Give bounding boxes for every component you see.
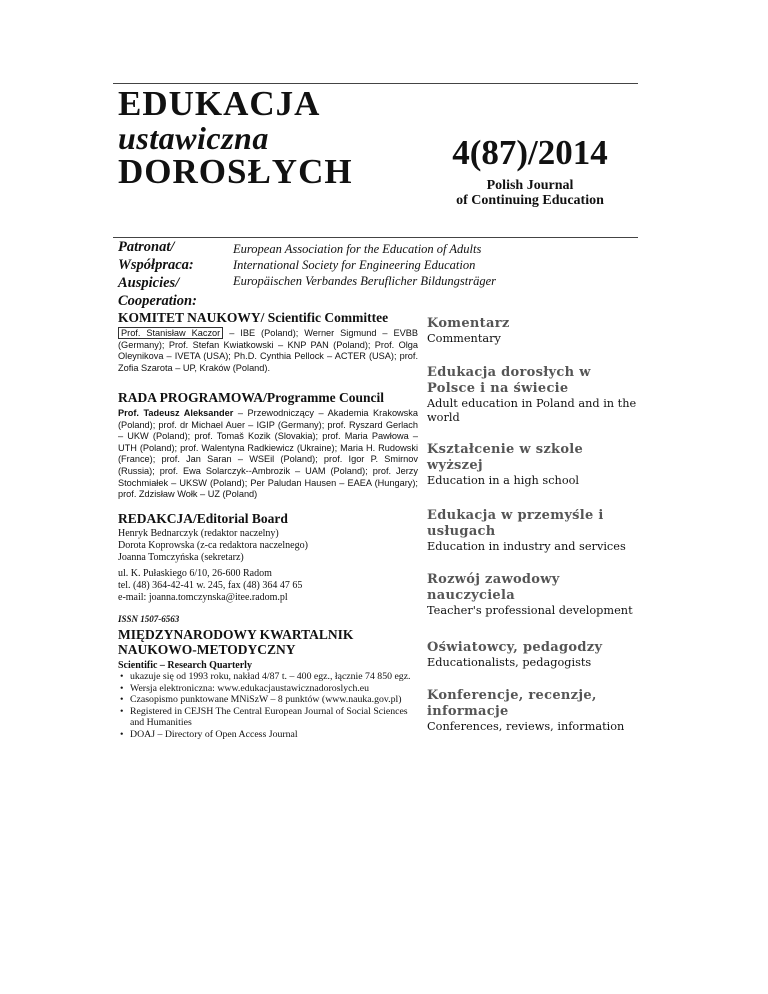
quarterly-heading-line-2: NAUKOWO-METODYCZNY	[118, 642, 296, 657]
title-line-3: DOROSŁYCH	[118, 152, 353, 191]
editor-item: Joanna Tomczyńska (sekretarz)	[118, 551, 244, 563]
scientific-committee-heading: KOMITET NAUKOWY/ Scientific Committee	[118, 310, 389, 325]
section-title-pl: Edukacja w przemyśle i usługach	[427, 508, 604, 539]
patronage-labels	[118, 238, 228, 310]
patronage-label: Współpraca:	[118, 257, 194, 273]
bullet-item: • Wersja elektroniczna: www.edukacjaustawicznadoroslych.eu	[130, 683, 418, 695]
email-line: e-mail: joanna.tomczynska@itee.radom.pl	[118, 591, 288, 603]
address-line: ul. K. Pułaskiego 6/10, 26-600 Radom	[118, 568, 272, 580]
subtitle-line-1: Polish Journal	[486, 178, 574, 193]
section-item	[427, 365, 637, 424]
boxed-name: Prof. Stanisław Kaczor	[118, 327, 223, 339]
patronage-label: Auspicies/	[118, 275, 180, 291]
title-line-1: EDUKACJA	[118, 84, 321, 123]
section-item	[427, 508, 637, 554]
programme-council	[118, 390, 418, 501]
section-item	[427, 640, 637, 670]
section-title-en: Educationalists, pedagogists	[427, 656, 592, 669]
journal-subtitle	[430, 178, 630, 208]
section-title-en: Education in industry and services	[427, 540, 626, 553]
programme-council-heading: RADA PROGRAMOWA/Programme Council	[118, 390, 384, 405]
quarterly-heading	[118, 627, 418, 657]
editor-item: Dorota Koprowska (z-ca redaktora naczelnego)	[118, 539, 308, 551]
editorial-board	[118, 511, 418, 604]
editorial-members	[118, 528, 418, 563]
bullet-item: • Czasopismo punktowane MNiSzW – 8 punktów (www.nauka.gov.pl)	[130, 694, 418, 706]
patronage-label: Patronat/	[118, 239, 175, 255]
programme-council-text	[118, 408, 418, 501]
title-line-2: ustawiczna	[118, 120, 269, 156]
section-title-en: Education in a high school	[427, 474, 580, 487]
bullet-item: • ukazuje się od 1993 roku, nakład 4/87 t. – 400 egz., łącznie 74 850 egz.	[130, 671, 418, 683]
editor-item: Henryk Bednarczyk (redaktor naczelny)	[118, 528, 279, 539]
bullet-item: • Registered in CEJSH The Central European Journal of Social Sciences and Humanities	[130, 706, 418, 729]
section-title-en: Commentary	[427, 332, 501, 345]
council-members: – Przewodniczący – Akademia Krakowska (Poland); prof. dr Michael Auer – IGIP (Germany); prof. Ryszard Gerlach – UKW (Poland); prof. Tomaš Kozik (Slovakia); prof. Maria Pawłowa – UTH (Poland); prof. Walentyna Radkiewicz (Ukraine); Maria H. Rudowski (France); prof. Jan Saran – WSEil (Poland); prof. Igor P. Smirnov (Russia); prof. Ewa Solarczyk--Ambrozik – UAM (Poland); prof. Jerzy Stochmiałek – UKSW (Poland); Per Paludan Hausen – EAEA (Hungary); prof. Zdzisław Wołk – UZ (Poland)	[118, 408, 418, 500]
section-title-en: Adult education in Poland and in the world	[427, 397, 637, 424]
patron-item: International Society for Engineering Education	[233, 258, 476, 272]
section-title-pl: Konferencje, recenzje, informacje	[427, 688, 597, 719]
section-title-en: Teacher's professional development	[427, 604, 633, 617]
council-chair: Prof. Tadeusz Aleksander	[118, 408, 234, 418]
section-item	[427, 572, 637, 618]
section-title-pl: Edukacja dorosłych w Polsce i na świecie	[427, 365, 591, 396]
editorial-board-heading: REDAKCJA/Editorial Board	[118, 511, 288, 526]
editorial-address	[118, 568, 418, 603]
quarterly-heading-line-1: MIĘDZYNARODOWY KWARTALNIK	[118, 627, 354, 642]
patron-item: European Association for the Education of Adults	[233, 242, 482, 256]
section-title-pl: Rozwój zawodowy nauczyciela	[427, 572, 560, 603]
patronage-label: Cooperation:	[118, 293, 197, 309]
section-title-en: Conferences, reviews, information	[427, 720, 625, 733]
journal-title	[118, 86, 418, 190]
issue-number: 4(87)/2014	[452, 133, 608, 172]
section-item	[427, 688, 637, 734]
phone-line: tel. (48) 364-42-41 w. 245, fax (48) 364 47 65	[118, 580, 303, 592]
quarterly-info	[118, 614, 418, 740]
section-item	[427, 442, 637, 488]
scientific-committee	[118, 310, 418, 374]
section-title-pl: Kształcenie w szkole wyższej	[427, 442, 584, 473]
committee-members: – IBE (Poland); Werner Sigmund – EVBB (Germany); Prof. Stefan Kwiatkowski – KNP PAN (Poland); Prof. Olga Oleynikova – IVETA (USA); Ph.D. Cynthia Pellock – ACTER (USA); prof. Zofia Szarota – UP, Kraków (Poland).	[118, 328, 418, 373]
section-title-pl: Komentarz	[427, 316, 510, 331]
quarterly-bullets	[118, 671, 418, 740]
patronage-list	[233, 241, 633, 289]
quarterly-subheading: Scientific – Research Quarterly	[118, 660, 252, 671]
subtitle-line-2: of Continuing Education	[456, 193, 604, 208]
issn: ISSN 1507-6563	[118, 614, 180, 624]
section-title-pl: Oświatowcy, pedagodzy	[427, 640, 603, 655]
section-item	[427, 316, 637, 346]
patron-item: Europäischen Verbandes Beruflicher Bildungsträger	[233, 274, 497, 288]
bullet-item: • DOAJ – Directory of Open Access Journal	[130, 729, 418, 741]
scientific-committee-text	[118, 328, 418, 374]
